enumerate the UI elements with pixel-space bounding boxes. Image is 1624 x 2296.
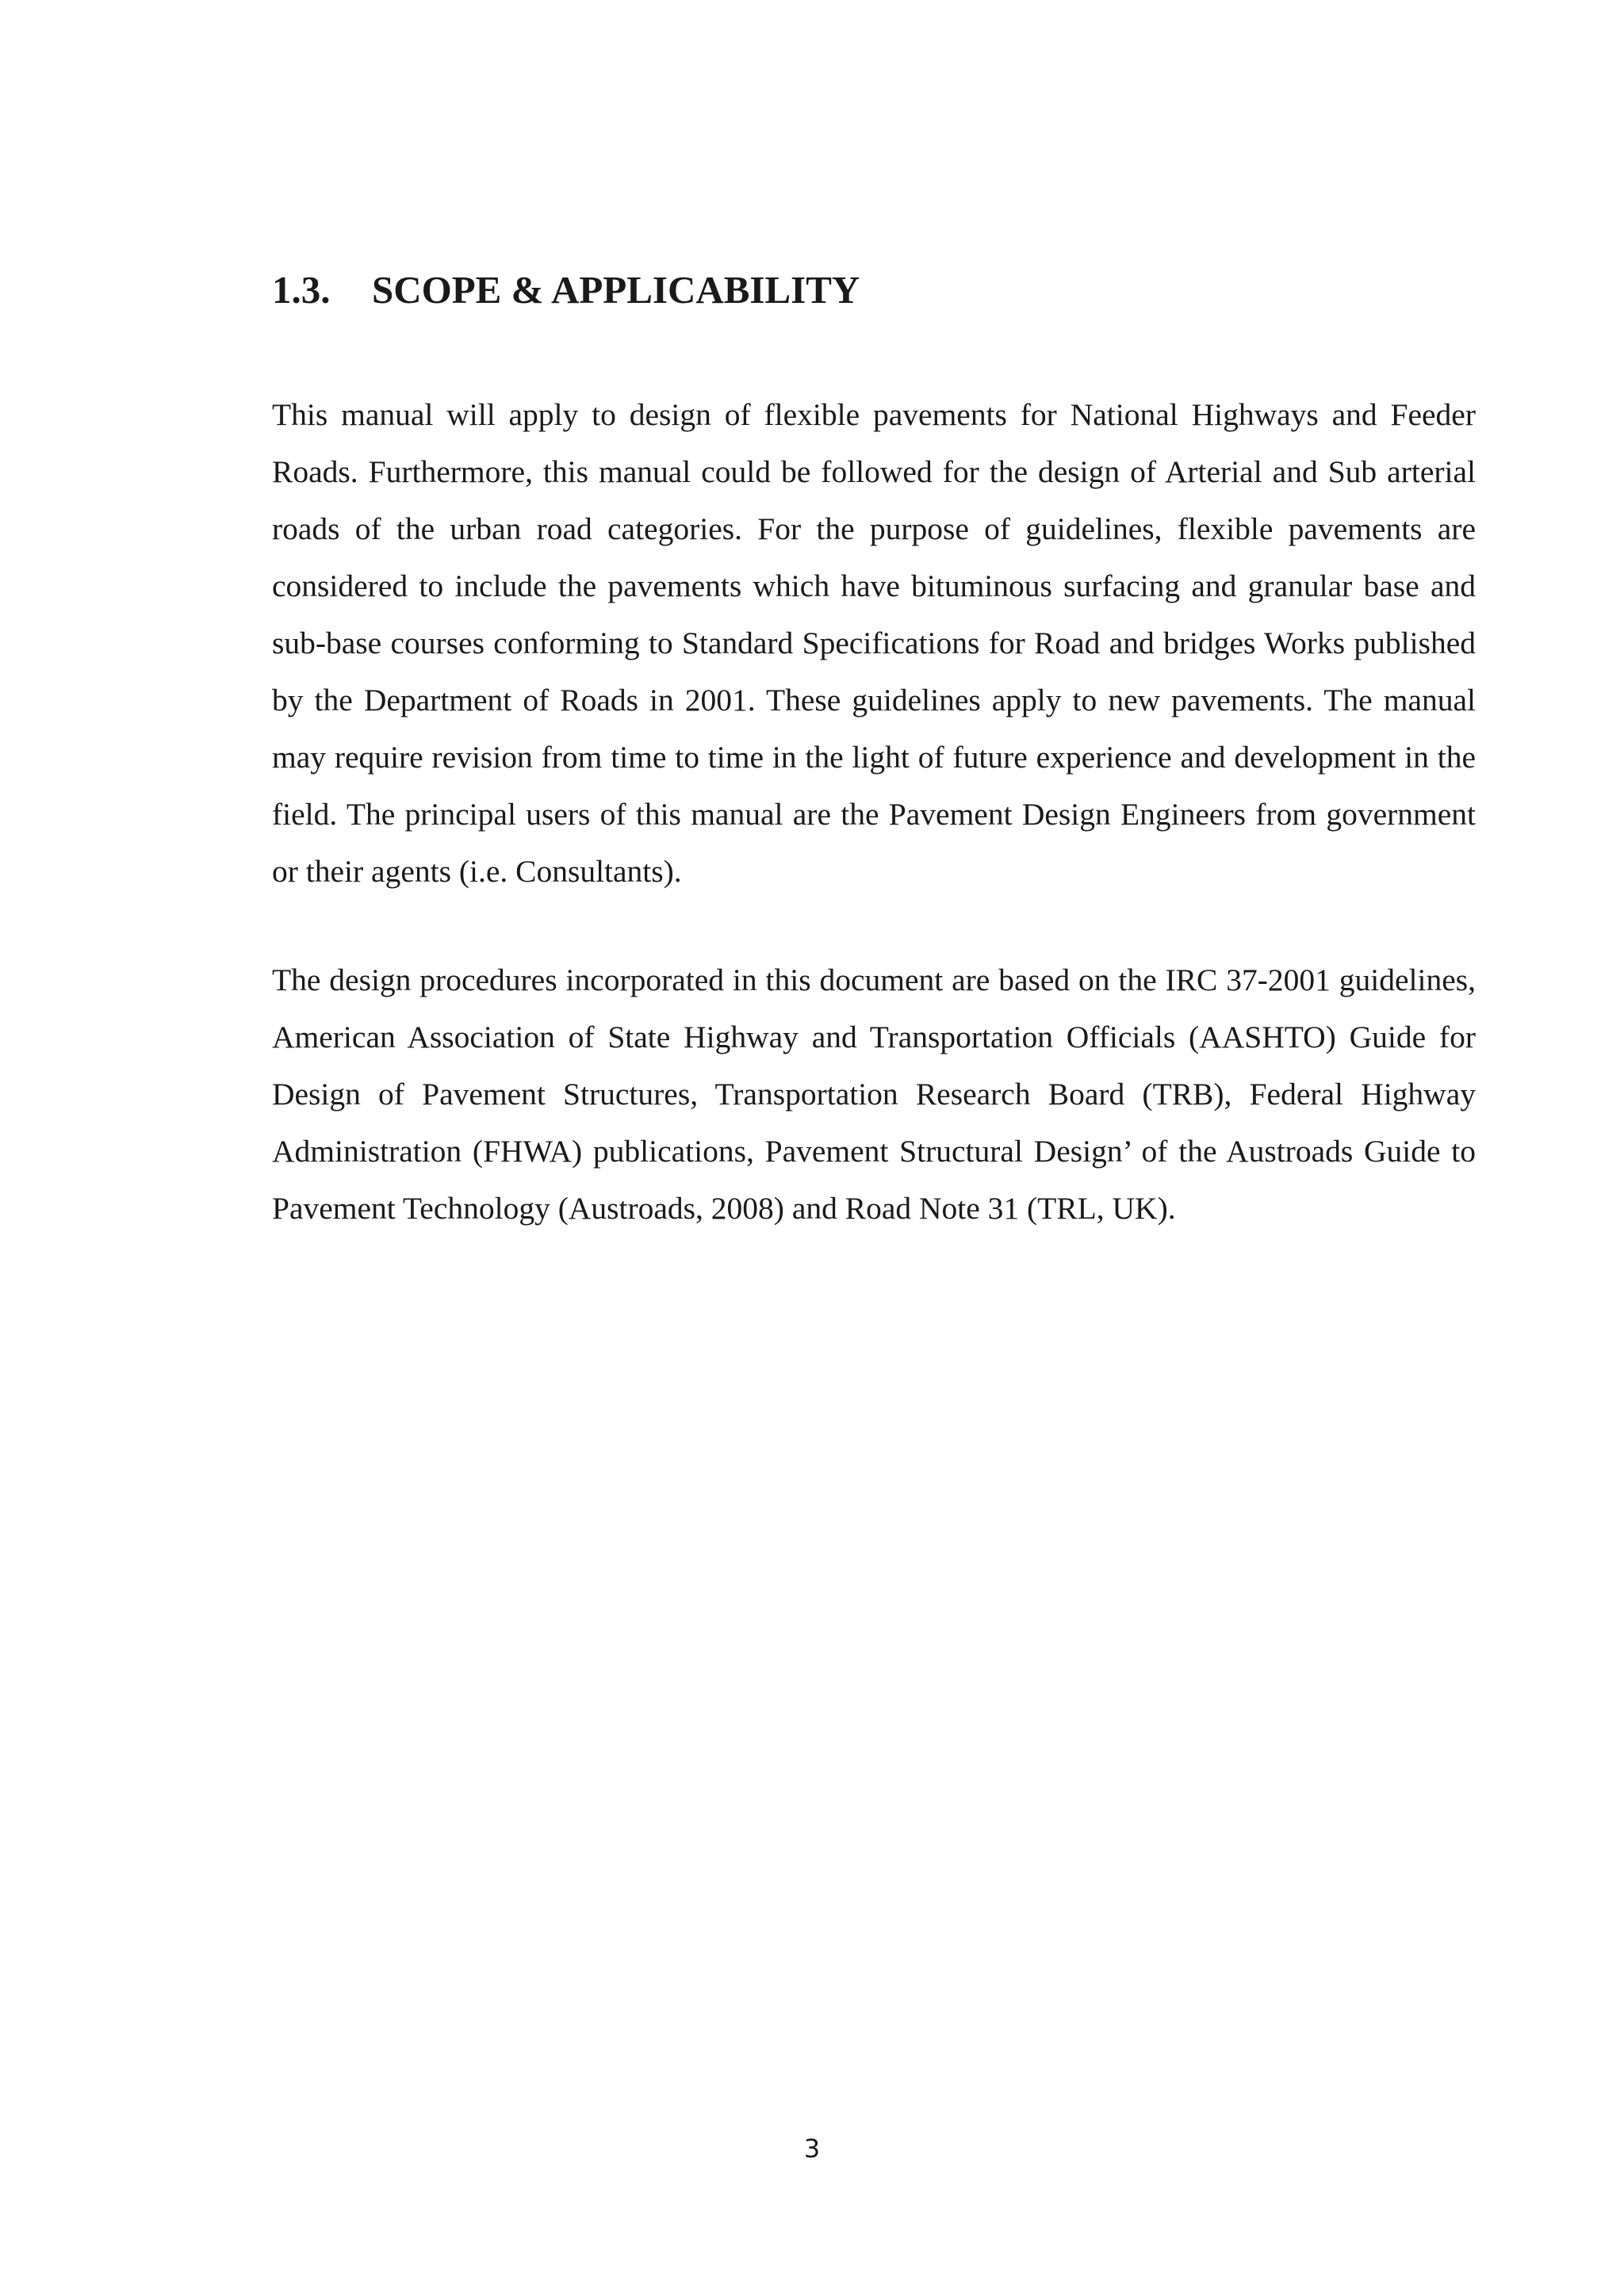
- section-number: 1.3.: [272, 268, 331, 312]
- section-heading: [272, 266, 860, 314]
- section-title: SCOPE & APPLICABILITY: [372, 268, 860, 312]
- paragraph-design-procedures: The design procedures incorporated in this document are based on the IRC 37-2001 guidelines, American Association of State Highway and Transportation Officials (AASHTO) Guide for Design of Pavement Structures, Transportation Research Board (TRB), Federal Highway Administration (FHWA) publications, Pavement Structural Design’ of the Austroads Guide to Pavement Technology (Austroads, 2008) and Road Note 31 (TRL, UK).: [272, 962, 1476, 1226]
- page-number: 3: [803, 2133, 821, 2164]
- paragraph-scope: This manual will apply to design of flexible pavements for National Highways and Feeder Roads. Furthermore, this manual could be followed for the design of Arterial and Sub arterial roads of the urban road categories. For the purpose of guidelines, flexible pavements are considered to include the pavements which have bituminous surfacing and granular base and sub-base courses conforming to Standard Specifications for Road and bridges Works published by the Department of Roads in 2001. These guidelines apply to new pavements. The manual may require revision from time to time in the light of future experience and development in the field. The principal users of this manual are the Pavement Design Engineers from government or their agents (i.e. Consultants).: [272, 397, 1476, 889]
